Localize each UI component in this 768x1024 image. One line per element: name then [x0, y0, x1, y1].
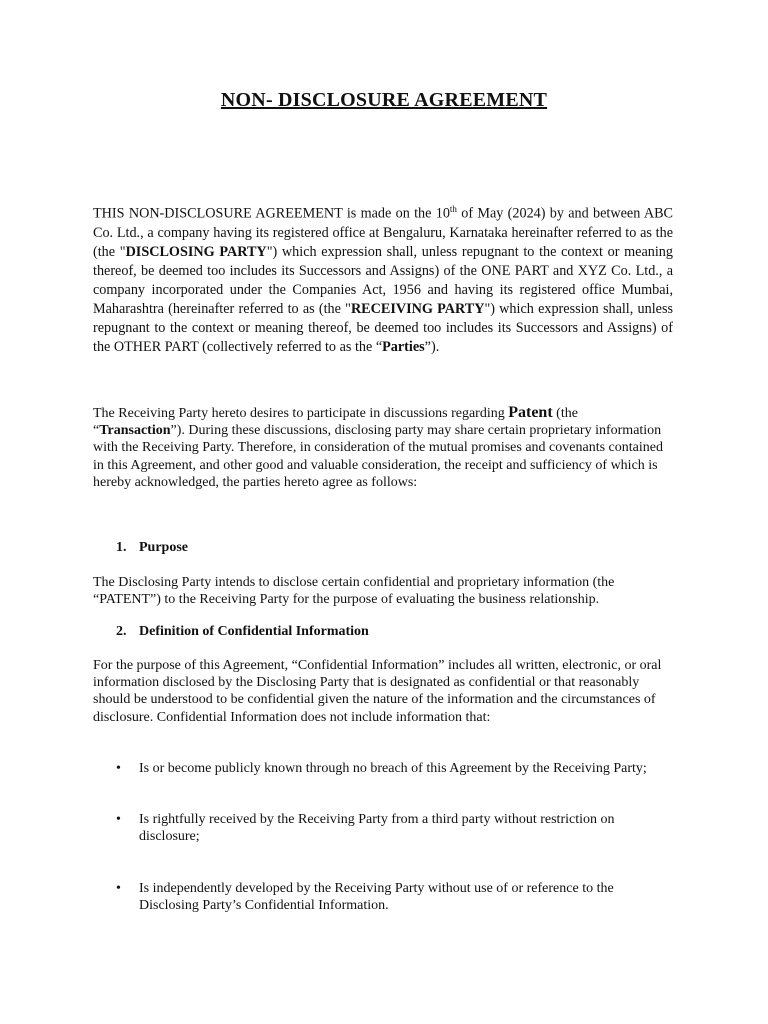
intro-text-4: ") which expression shall, unless repugnant to the context or meaning thereof, be deemed too includes its Successors and Assigns) of the OTHER PART (collectively referred to as the “: [93, 300, 673, 355]
section-2-title: Definition of Confidential Information: [139, 624, 369, 639]
patent-term: Patent: [508, 404, 553, 421]
transaction-text-2: (the “: [93, 406, 578, 439]
bullet-icon: •: [116, 761, 121, 776]
transaction-text-1: The Receiving Party hereto desires to participate in discussions regarding: [93, 406, 509, 421]
section-1-number: 1.: [116, 540, 127, 555]
section-2-heading: [116, 624, 369, 640]
intro-text-1: THIS NON-DISCLOSURE AGREEMENT is made on the 10: [93, 205, 450, 222]
transaction-text-3: ”). During these discussions, disclosing party may share certain proprietary information with the Receiving Party. Therefore, in consideration of the mutual promises and covenants contained in this Agreement, and other good and valuable consideration, the receipt and sufficiency of which is hereby acknowledged, the parties hereto agree as follows:: [93, 423, 663, 490]
list-item: [116, 880, 676, 914]
transaction-term: Transaction: [99, 423, 171, 439]
section-1-heading: [116, 540, 188, 556]
section-1-body: The Disclosing Party intends to disclose certain confidential and proprietary information (the “PATENT”) to the Receiving Party for the purpose of evaluating the business relationship.: [93, 575, 615, 608]
intro-paragraph: [93, 200, 673, 357]
bullet-text: Is or become publicly known through no breach of this Agreement by the Receiving Party;: [139, 761, 647, 776]
transaction-paragraph: [93, 404, 673, 491]
document-title: NON- DISCLOSURE AGREEMENT: [220, 89, 548, 111]
bullet-icon: •: [116, 812, 121, 827]
list-item: [116, 811, 676, 845]
section-2-body: For the purpose of this Agreement, “Confidential Information” includes all written, electronic, or oral information disclosed by the Disclosing Party that is designated as confidential or that reasonably should be understood to be confidential given the nature of the information and the circumstances of disclosure. Confidential Information does not include information that:: [93, 658, 662, 725]
disclosing-party-term: DISCLOSING PARTY: [125, 243, 267, 260]
section-1-title: Purpose: [139, 540, 188, 555]
intro-text-5: ”).: [424, 338, 440, 355]
list-item: [116, 760, 676, 777]
receiving-party-term: RECEIVING PARTY: [350, 300, 485, 317]
intro-text-3: ") which expression shall, unless repugnant to the context or meaning thereof, be deemed too includes its Successors and Assigns) of the ONE PART and XYZ Co. Ltd., a company incorporated under the Companies Act, 1956 and having its registered office Mumbai, Maharashtra (hereinafter referred to as (the ": [93, 243, 673, 317]
intro-text-2: of May (2024) by and between ABC Co. Ltd., a company having its registered office at Bengaluru, Karnataka hereinafter referred to as the (the ": [93, 205, 673, 260]
section-2-number: 2.: [116, 624, 127, 639]
bullet-icon: •: [116, 881, 121, 896]
bullet-text: Is rightfully received by the Receiving Party from a third party without restriction on disclosure;: [139, 812, 615, 845]
bullet-text: Is independently developed by the Receiving Party without use of or reference to the Disclosing Party’s Confidential Information.: [139, 881, 614, 914]
intro-superscript: th: [449, 204, 457, 214]
parties-term: Parties: [382, 338, 425, 355]
